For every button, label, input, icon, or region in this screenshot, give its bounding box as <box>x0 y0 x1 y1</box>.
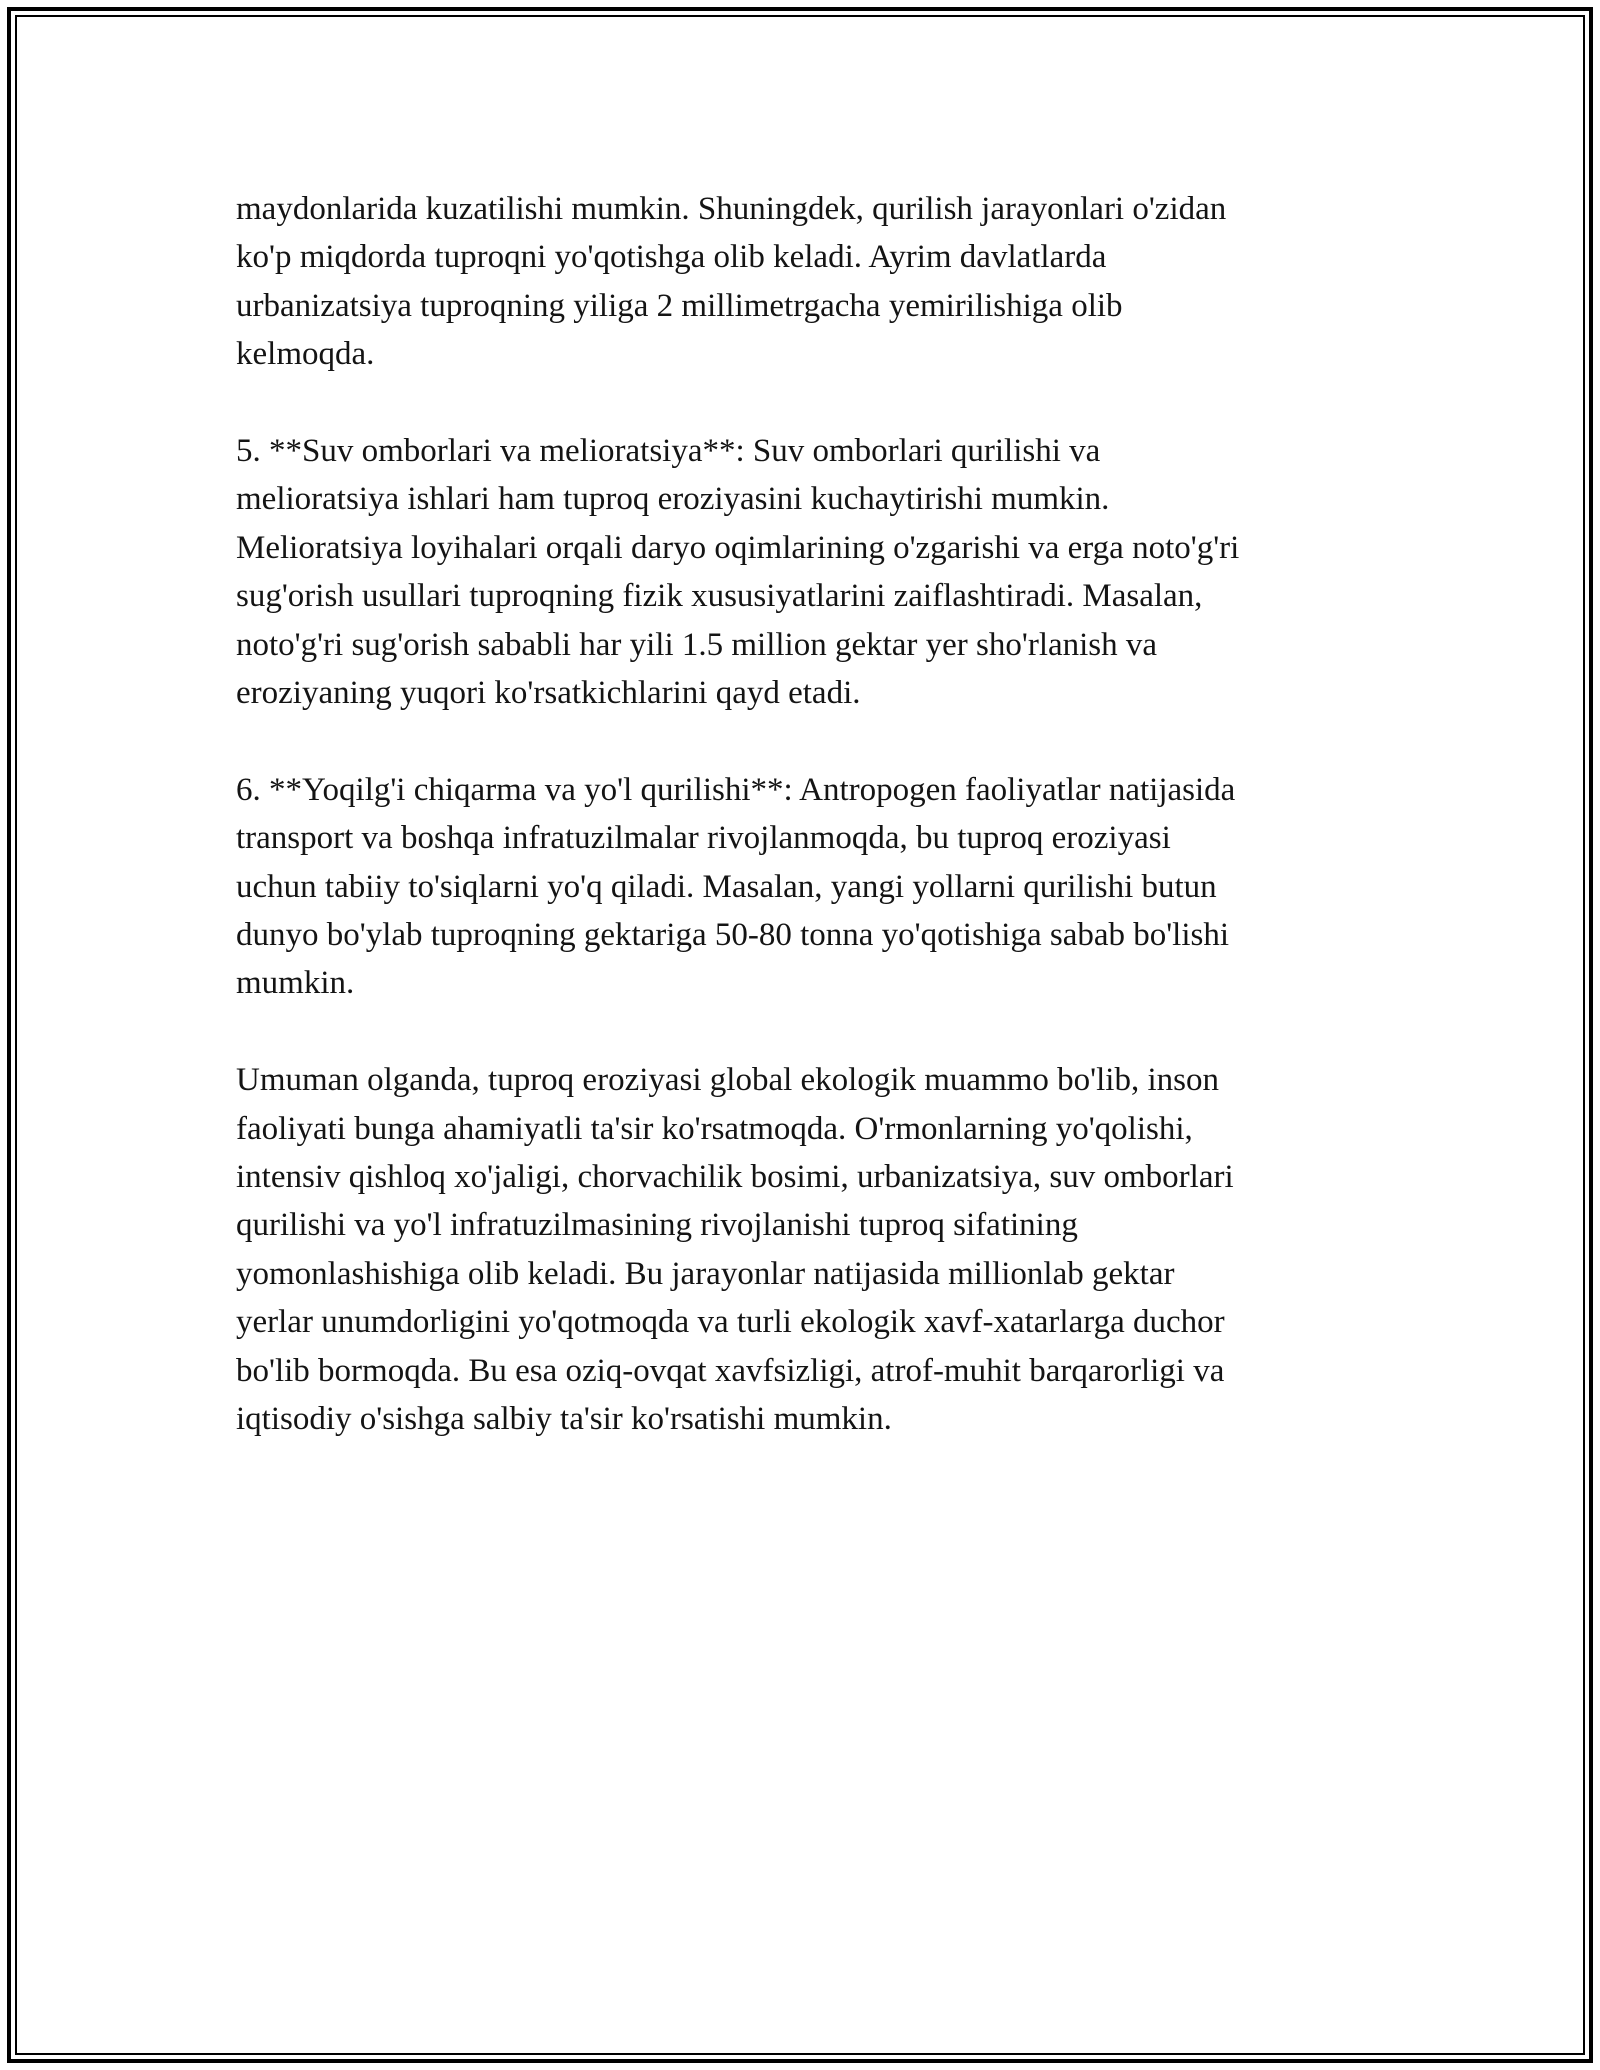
document-body <box>236 185 1366 1492</box>
paragraph-fuel-road-construction: 6. **Yoqilg'i chiqarma va yo'l qurilishi**: Antropogen faoliyatlar natijasida transport va boshqa infratuzilmalar rivojlanmoqda, bu tuproq eroziyasi uchun tabiiy to'siqlarni yo'q qiladi. Masalan, yangi yollarni qurilishi butun dunyo bo'ylab tuproqning gektariga 50-80 tonna yo'qotishiga sabab bo'lishi mumkin. <box>236 771 1236 1002</box>
paragraph-conclusion: Umuman olganda, tuproq eroziyasi global ekologik muammo bo'lib, inson faoliyati bunga ahamiyatli ta'sir ko'rsatmoqda. O'rmonlarning yo'qolishi, intensiv qishloq xo'jaligi, chorvachilik bosimi, urbanizatsiya, suv omborlari qurilishi va yo'l infratuzilmasining rivojlanishi tuproq sifatining yomonlashishiga olib keladi. Bu jarayonlar natijasida millionlab gektar yerlar unumdorligini yo'qotmoqda va turli ekologik xavf-xatarlarga duchor bo'lib bormoqda. Bu esa oziq-ovqat xavfsizligi, atrof-muhit barqarorligi va iqtisodiy o'sishga salbiy ta'sir ko'rsatishi mumkin. <box>236 1062 1234 1438</box>
paragraph-urbanization-continuation: maydonlarida kuzatilishi mumkin. Shuningdek, qurilish jarayonlari o'zidan ko'p miqdorda tuproqni yo'qotishga olib keladi. Ayrim davlatlarda urbanizatsiya tuproqning yiliga 2 millimetrgacha yemirilishiga olib kelmoqda. <box>236 191 1227 373</box>
paragraph-reservoirs-melioration: 5. **Suv omborlari va melioratsiya**: Suv omborlari qurilishi va melioratsiya ishlari ham tuproq eroziyasini kuchaytirishi mumkin. Melioratsiya loyihalari orqali daryo oqimlarining o'zgarishi va erga noto'g'ri sug'orish usullari tuproqning fizik xususiyatlarini zaiflashtiradi. Masalan, noto'g'ri sug'orish sababli har yili 1.5 million gektar yer sho'rlanish va eroziyaning yuqori ko'rsatkichlarini qayd etadi. <box>236 433 1240 712</box>
